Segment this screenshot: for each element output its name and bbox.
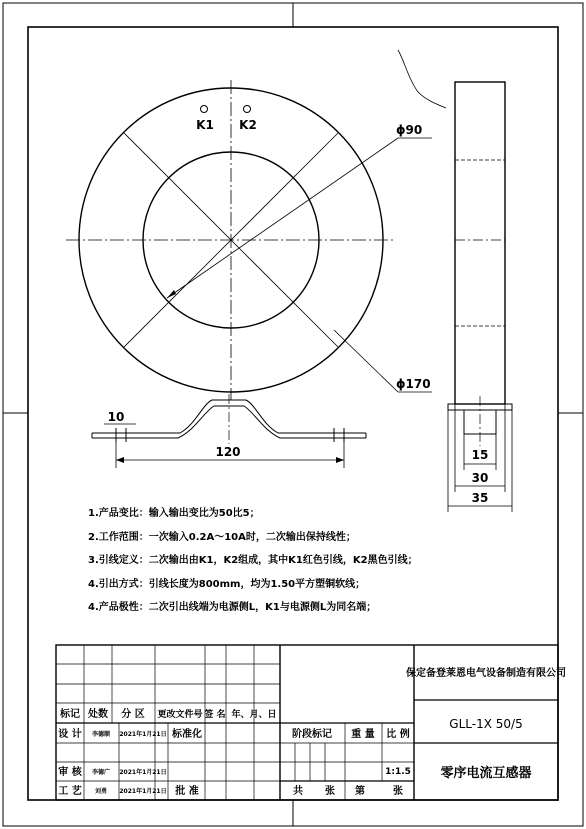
scale-value: 1:1.5 <box>385 767 411 777</box>
front-view <box>66 80 432 400</box>
bracket-tab-label: 10 <box>107 410 125 424</box>
name-review: 李德广 <box>91 769 111 776</box>
arrow-120-right <box>336 457 344 463</box>
note-polarity: 4.产品极性：二次引出线端为电源侧L，K1与电源侧L为同名端； <box>88 602 377 613</box>
date-design: 2021年1月21日 <box>119 731 167 738</box>
terminal-label-k2: K2 <box>239 118 257 132</box>
header-zone: 分 区 <box>121 709 145 720</box>
name-design: 李德顺 <box>91 731 111 738</box>
company-name: 保定备登莱恩电气设备制造有限公司 <box>406 668 566 679</box>
sheet-no-label: 第 <box>355 786 365 797</box>
header-stage-mark: 阶段标记 <box>292 729 332 740</box>
note-working-range: 2.工作范围：一次输入0.2A～10A时，二次输出保持线性； <box>88 531 356 543</box>
leader-outer-dia <box>334 330 398 392</box>
bracket-width-label: 120 <box>215 445 241 459</box>
role-process: 工 艺 <box>58 786 82 797</box>
side-dim-15: 15 <box>471 448 489 462</box>
arrow-120-left <box>116 457 124 463</box>
note-lead-method: 4.引出方式：引线长度为800mm，均为1.50平方塑铜软线； <box>88 578 366 590</box>
standardization-label: 标准化 <box>172 729 202 740</box>
inner-dia-label: ϕ90 <box>396 123 423 137</box>
header-date: 年、月、日 <box>231 710 277 720</box>
technical-notes <box>88 502 418 620</box>
role-design: 设 计 <box>58 729 82 740</box>
leader-inner-dia <box>167 138 398 298</box>
note-ratio: 1.产品变比：输入输出变比为50比5； <box>88 508 260 519</box>
mounting-bracket <box>92 394 366 444</box>
terminal-hole-k2 <box>244 106 251 113</box>
approve-label: 批 准 <box>175 786 199 797</box>
terminal-hole-k1 <box>201 106 208 113</box>
date-process: 2021年1月21日 <box>119 788 167 795</box>
sheet-unit-label: 张 <box>393 786 403 797</box>
model-number: GLL-1X 50/5 <box>449 717 523 731</box>
date-review: 2021年1月21日 <box>119 769 167 776</box>
outer-dia-label: ϕ170 <box>396 377 431 391</box>
terminal-label-k1: K1 <box>196 118 214 132</box>
header-change-doc: 更改文件号 <box>157 710 203 720</box>
total-label: 共 <box>293 786 303 797</box>
header-weight: 重 量 <box>351 729 375 740</box>
product-name: 零序电流互感器 <box>440 766 532 781</box>
header-mark: 标记 <box>60 709 80 720</box>
note-lead-definition: 3.引线定义：二次输出由K1，K2组成，其中K1红色引线，K2黑色引线； <box>88 555 418 566</box>
header-sign: 签 名 <box>204 710 226 720</box>
break-curve <box>398 50 446 108</box>
sheets-label: 张 <box>325 786 335 797</box>
header-count: 处数 <box>88 709 108 720</box>
side-dim-35: 35 <box>471 491 489 505</box>
role-review: 审 核 <box>58 767 82 778</box>
side-dim-30: 30 <box>471 471 489 485</box>
side-view <box>448 82 512 446</box>
header-scale: 比 例 <box>386 729 410 740</box>
name-process: 刘勇 <box>94 788 108 795</box>
